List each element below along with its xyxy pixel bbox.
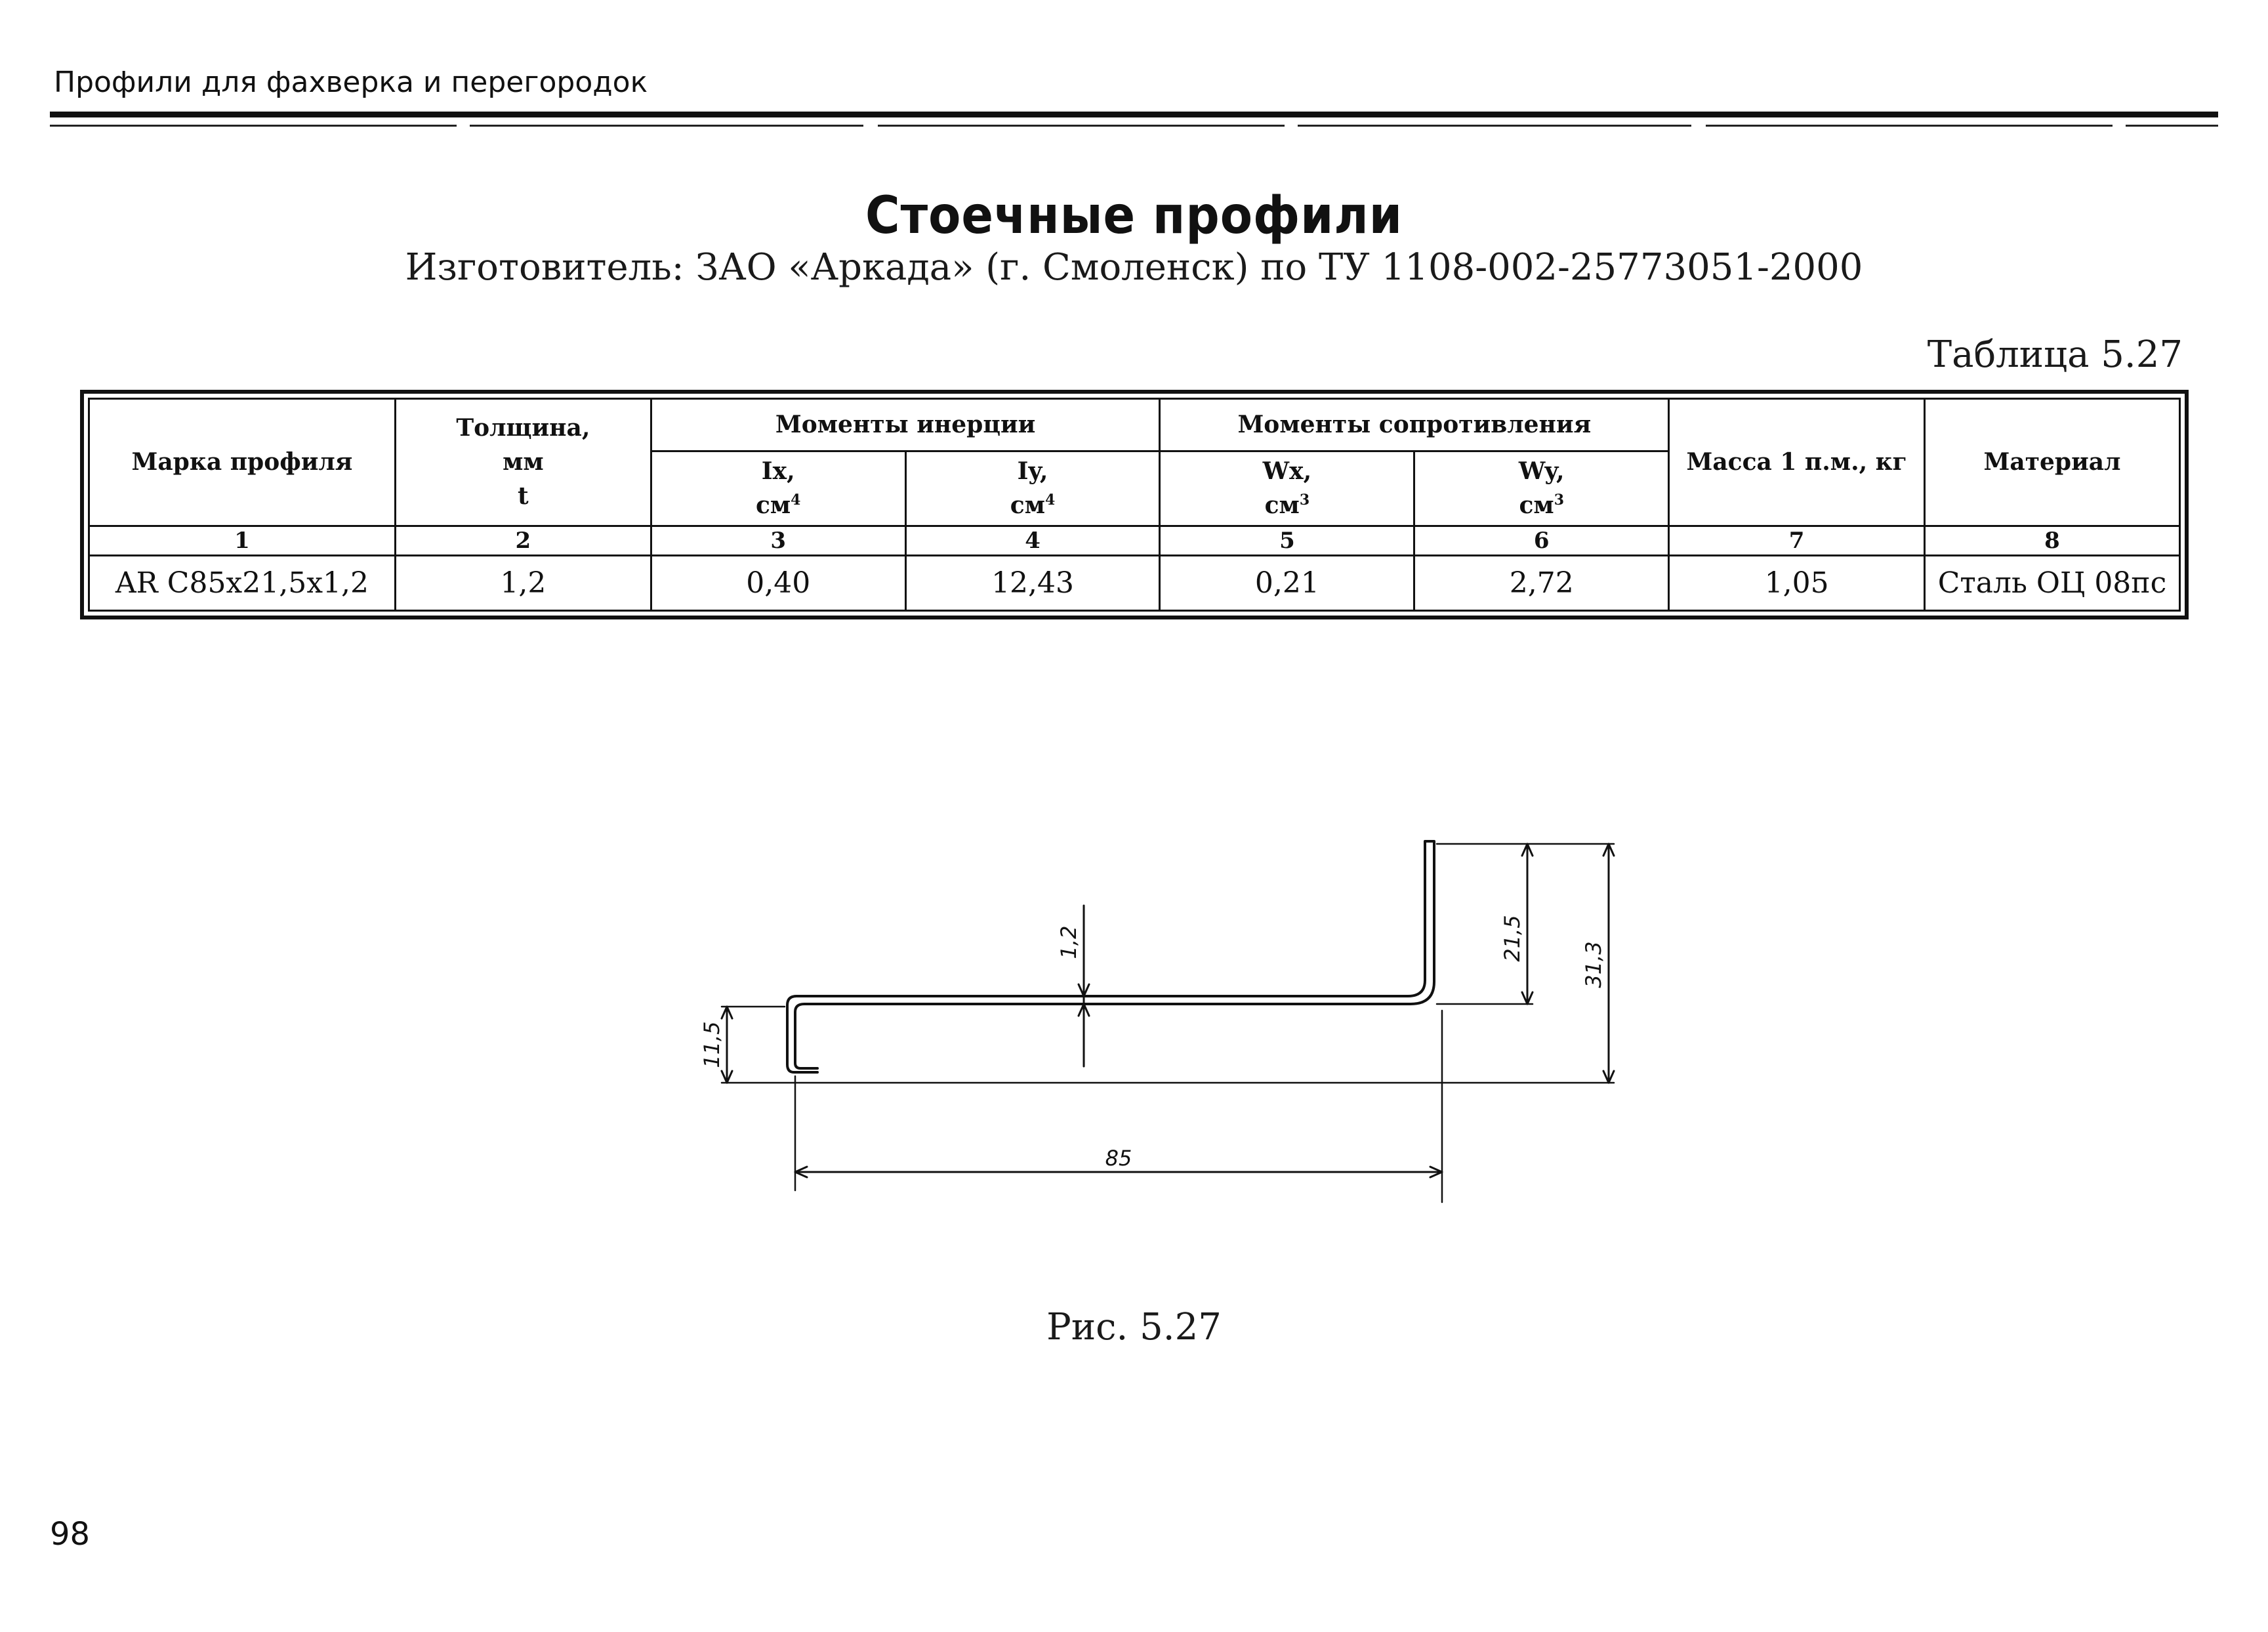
- column-number: 3: [651, 526, 905, 556]
- cell-ix: 0,40: [651, 556, 905, 611]
- column-number: 2: [395, 526, 651, 556]
- header-ix-exp: 4: [791, 492, 801, 509]
- running-header: Профили для фахверка и перегородок: [54, 66, 648, 99]
- dim-height-label: 31,3: [1581, 941, 1606, 988]
- dim-width-label: 85: [1105, 1146, 1132, 1171]
- dim-thickness-label: 1,2: [1056, 925, 1081, 959]
- column-number: 6: [1414, 526, 1669, 556]
- cell-mark: AR C85x21,5x1,2: [89, 556, 396, 611]
- figure-caption: Рис. 5.27: [1046, 1306, 1222, 1349]
- page-number: 98: [50, 1516, 91, 1553]
- column-number: 5: [1160, 526, 1414, 556]
- cell-mass: 1,05: [1669, 556, 1925, 611]
- header-resistance-group: Моменты сопротивления: [1160, 399, 1669, 451]
- header-thickness-symbol: t: [518, 482, 529, 511]
- dim-flange-label: 21,5: [1500, 915, 1525, 962]
- header-wy-label: Wy,: [1518, 457, 1565, 485]
- header-material: Материал: [1925, 399, 2180, 526]
- cell-thickness: 1,2: [395, 556, 651, 611]
- cell-wx: 0,21: [1160, 556, 1414, 611]
- header-ix-label: Ix,: [761, 457, 795, 485]
- header-wy-unit: см: [1519, 492, 1554, 520]
- column-number: 7: [1669, 526, 1925, 556]
- cell-wy: 2,72: [1414, 556, 1669, 611]
- header-wx-unit: см: [1264, 492, 1300, 520]
- header-iy-label: Iy,: [1017, 457, 1048, 485]
- header-wx-label: Wx,: [1262, 457, 1312, 485]
- header-iy-exp: 4: [1044, 492, 1056, 509]
- header-wx-exp: 3: [1299, 492, 1310, 509]
- header-iy-unit: см: [1010, 492, 1045, 520]
- manufacturer-subtitle: Изготовитель: ЗАО «Аркада» (г. Смоленск) по ТУ 1108-002-25773051-2000: [405, 246, 1863, 289]
- header-inertia-group: Моменты инерции: [651, 399, 1160, 451]
- dim-lip-label: 11,5: [699, 1021, 724, 1068]
- header-wy-exp: 3: [1554, 492, 1565, 509]
- header-mass: Масса 1 п.м., кг: [1669, 399, 1925, 526]
- column-number: 4: [905, 526, 1160, 556]
- column-number: 1: [89, 526, 396, 556]
- table-label: Таблица 5.27: [1927, 333, 2183, 376]
- profile-outline-outer: [787, 841, 1434, 1072]
- header-mark: Марка профиля: [89, 399, 396, 526]
- column-number: 8: [1925, 526, 2180, 556]
- page-title: Стоечные профили: [865, 186, 1403, 245]
- cell-iy: 12,43: [905, 556, 1160, 611]
- header-thickness-unit: мм: [503, 448, 544, 476]
- header-thickness-label: Толщина,: [456, 413, 590, 442]
- header-ix-unit: см: [755, 492, 791, 520]
- cell-material: Сталь ОЦ 08пс: [1925, 556, 2180, 611]
